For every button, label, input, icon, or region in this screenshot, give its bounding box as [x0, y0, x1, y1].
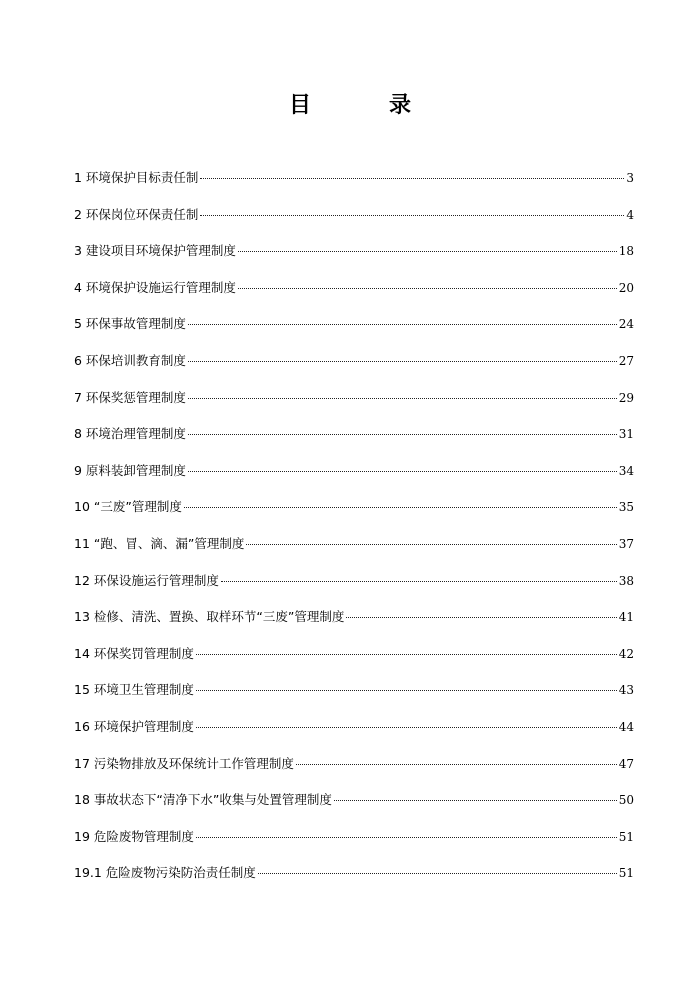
toc-page-number: 29 [618, 390, 634, 405]
toc-entry[interactable] [74, 717, 634, 754]
toc-page-number: 35 [618, 500, 634, 515]
toc-entry[interactable] [74, 314, 634, 351]
toc-entry[interactable] [74, 827, 634, 864]
toc-entry-title: 14 环保奖罚管理制度 [74, 645, 194, 661]
toc-entry-title: 11 “跑、冒、滴、漏”管理制度 [74, 535, 245, 551]
toc-entry-title: 18 事故状态下“清净下水”收集与处置管理制度 [74, 792, 332, 808]
toc-dot-leader [346, 617, 616, 618]
toc-dot-leader [200, 178, 624, 179]
toc-entry-title: 3 建设项目环境保护管理制度 [74, 243, 236, 259]
page-title: 目 录 [288, 92, 439, 118]
toc-dot-leader [196, 837, 617, 838]
toc-page-number: 31 [618, 427, 634, 442]
toc-page-number: 44 [618, 719, 634, 734]
toc-page-number: 38 [618, 573, 634, 588]
toc-entry[interactable] [74, 205, 634, 242]
toc-dot-leader [238, 251, 617, 252]
toc-entry[interactable] [74, 241, 634, 278]
toc-page-number: 51 [618, 866, 634, 881]
toc-entry[interactable] [74, 461, 634, 498]
toc-dot-leader [188, 324, 617, 325]
toc-page-number: 51 [618, 829, 634, 844]
toc-page-number: 24 [618, 317, 634, 332]
toc-page-number: 50 [618, 793, 634, 808]
toc-entry[interactable] [74, 680, 634, 717]
toc-dot-leader [246, 544, 616, 545]
toc-entry[interactable] [74, 607, 634, 644]
toc-page-number: 43 [618, 683, 634, 698]
toc-entry-title: 15 环境卫生管理制度 [74, 682, 194, 698]
toc-entry[interactable] [74, 534, 634, 571]
toc-entry[interactable] [74, 424, 634, 461]
toc-entry-title: 17 污染物排放及环保统计工作管理制度 [74, 755, 294, 771]
toc-dot-leader [238, 288, 617, 289]
toc-entry[interactable] [74, 644, 634, 681]
toc-entry-title: 13 检修、清洗、置换、取样环节“三废”管理制度 [74, 609, 345, 625]
toc-page-number: 37 [618, 536, 634, 551]
toc-dot-leader [188, 471, 617, 472]
toc-entry-title: 16 环境保护管理制度 [74, 718, 194, 734]
toc-page-number: 3 [626, 171, 634, 185]
toc-page-number: 34 [618, 463, 634, 478]
toc-dot-leader [196, 727, 617, 728]
toc-entry-title: 10 “三废”管理制度 [74, 499, 182, 515]
toc-dot-leader [188, 361, 617, 362]
toc-entry-title: 8 环境治理管理制度 [74, 426, 186, 442]
toc-entry[interactable] [74, 278, 634, 315]
toc-entry[interactable] [74, 754, 634, 791]
toc-entry-title: 4 环境保护设施运行管理制度 [74, 279, 236, 295]
toc-entry-title: 2 环保岗位环保责任制 [74, 206, 199, 222]
toc-page-number: 27 [618, 353, 634, 368]
toc-page-number: 42 [618, 646, 634, 661]
toc-entry-title: 7 环保奖惩管理制度 [74, 389, 186, 405]
toc-entry-title: 1 环境保护目标责任制 [74, 170, 199, 185]
toc-page-number: 41 [618, 610, 634, 625]
toc-page-number: 4 [626, 207, 634, 222]
toc-entry[interactable] [74, 571, 634, 608]
toc-dot-leader [221, 581, 617, 582]
toc-dot-leader [188, 434, 617, 435]
toc-dot-leader [188, 398, 617, 399]
toc-page-number: 20 [618, 280, 634, 295]
toc-dot-leader [200, 215, 624, 216]
toc-dot-leader [258, 873, 617, 874]
toc-entry-title: 9 原料装卸管理制度 [74, 462, 186, 478]
toc-dot-leader [296, 764, 617, 765]
toc-entry[interactable] [74, 168, 634, 205]
toc-entry[interactable] [74, 497, 634, 534]
toc-page-number: 47 [618, 756, 634, 771]
toc-entry-title: 12 环保设施运行管理制度 [74, 572, 219, 588]
toc-entry[interactable] [74, 790, 634, 827]
toc-entry[interactable] [74, 351, 634, 388]
toc-entry[interactable] [74, 863, 634, 900]
toc-entry-title: 19 危险废物管理制度 [74, 828, 194, 844]
toc-entry[interactable] [74, 388, 634, 425]
table-of-contents [74, 168, 634, 900]
toc-page-number: 18 [618, 244, 634, 259]
toc-dot-leader [334, 800, 617, 801]
toc-entry-title: 19.1 危险废物污染防治责任制度 [74, 865, 256, 881]
toc-entry-title: 5 环保事故管理制度 [74, 316, 186, 332]
toc-dot-leader [196, 654, 617, 655]
toc-dot-leader [196, 690, 617, 691]
toc-entry-title: 6 环保培训教育制度 [74, 352, 186, 368]
toc-dot-leader [184, 507, 617, 508]
